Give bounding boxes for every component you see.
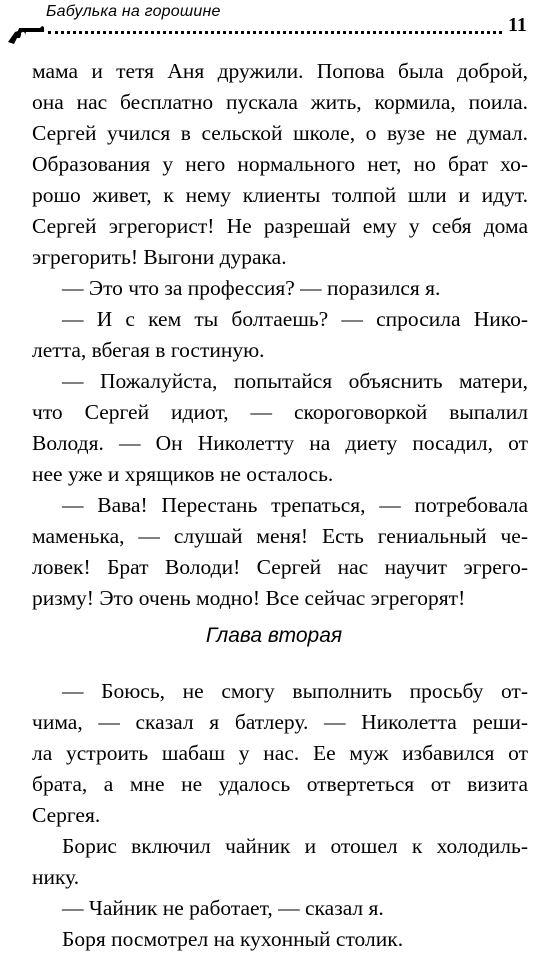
paragraph <box>32 366 528 490</box>
text-line: чима, — сказал я батлеру. — Николетта реши- <box>32 710 528 734</box>
text-line: ла устроить шабаш у нас. Ее муж избавился от <box>32 741 528 765</box>
text-line: рошо живет, к нему клиенты толпой шли и идут. <box>32 183 528 207</box>
text-line: Сергей учился в сельской школе, о вузе не думал. <box>32 121 528 145</box>
paragraph <box>32 273 528 304</box>
text-line: — Боюсь, не смогу выполнить просьбу от- <box>62 679 528 703</box>
paragraph <box>32 831 528 893</box>
text-line: летта, вбегая в гостиную. <box>32 338 265 362</box>
running-title: Бабулька на горошине <box>46 3 221 20</box>
paragraph <box>32 304 528 366</box>
text-line: — Пожалуйста, попытайся объяснить матери, <box>62 369 528 393</box>
paragraph <box>32 56 528 273</box>
text-line: Боря посмотрел на кухонный столик. <box>62 927 404 951</box>
text-line: Сергея. <box>32 803 101 827</box>
page-number: 11 <box>508 14 527 36</box>
text-line: мама и тетя Аня дружили. Попова была доброй, <box>32 59 528 83</box>
text-line: что Сергей идиот, — скороговоркой выпалил <box>32 400 528 424</box>
paragraph <box>32 490 528 614</box>
paragraph <box>32 893 528 924</box>
text-line: нее уже и хрящиков не осталось. <box>32 462 334 486</box>
text-line: нику. <box>32 865 80 889</box>
revolver-icon <box>6 22 46 46</box>
text-line: Борис включил чайник и отошел к холодиль- <box>62 834 528 858</box>
text-line: — Это что за профессия? — поразился я. <box>62 276 441 300</box>
paragraph <box>32 676 528 831</box>
chapter-title: Глава вторая <box>205 624 343 647</box>
text-line: Сергей эгрегорист! Не разрешай ему у себя дома <box>32 214 528 238</box>
text-line: Володя. — Он Николетту на диету посадил, от <box>32 431 528 455</box>
body-text-bottom <box>32 676 528 955</box>
text-line: — Чайник не работает, — сказал я. <box>62 896 384 920</box>
text-line: маменька, — слушай меня! Есть гениальный че- <box>32 524 528 548</box>
text-line: — Вава! Перестань трепаться, — потребовала <box>62 493 528 517</box>
leader-dots <box>48 31 502 34</box>
text-line: эгрегорить! Выгони дурака. <box>32 245 287 269</box>
text-line: — И с кем ты болтаешь? — спросила Нико- <box>62 307 528 331</box>
page-header <box>0 0 548 50</box>
text-line: Образования у него нормального нет, но брат хо- <box>32 152 528 176</box>
body-text-top <box>32 56 528 614</box>
paragraph <box>32 924 528 955</box>
text-line: ризму! Это очень модно! Все сейчас эгрегорят! <box>32 586 466 610</box>
text-line: ловек! Брат Володи! Сергей нас научит эгрего- <box>32 555 528 579</box>
text-line: она нас бесплатно пускала жить, кормила, поила. <box>32 90 528 114</box>
text-line: брата, а мне не удалось отвертеться от визита <box>32 772 528 796</box>
